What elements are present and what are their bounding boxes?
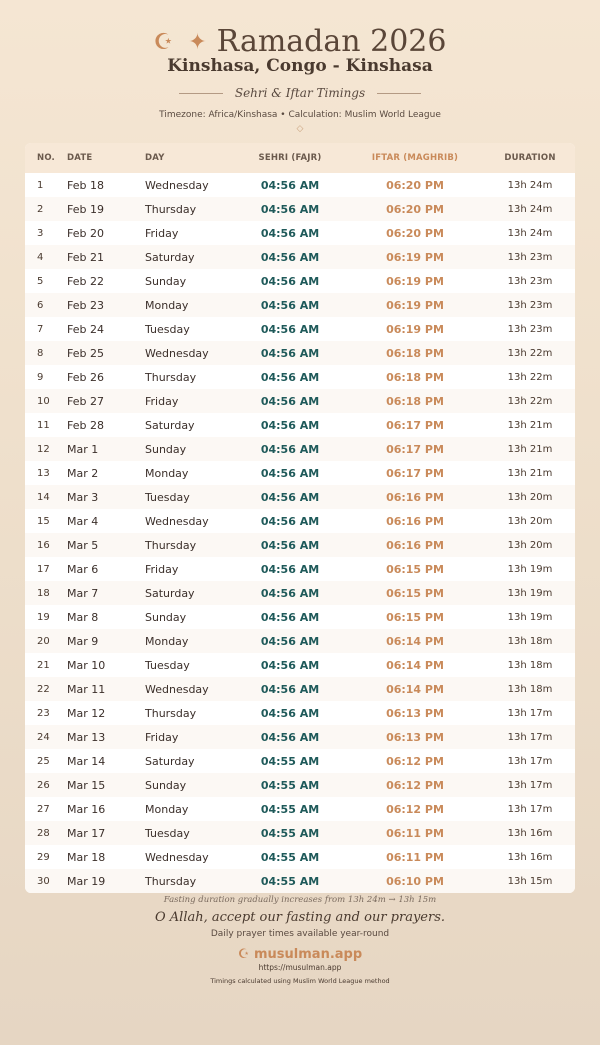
row-day: Wednesday [145, 346, 209, 360]
row-iftar: 06:17 PM [386, 466, 444, 480]
row-no: 1 [37, 179, 44, 191]
row-no: 14 [37, 491, 50, 503]
table-row [25, 557, 575, 581]
row-sehri: 04:56 AM [260, 562, 320, 576]
row-day: Thursday [145, 538, 197, 552]
row-day: Friday [145, 730, 179, 744]
row-duration: 13h 22m [507, 371, 553, 383]
subtitle-row [0, 86, 600, 100]
row-sehri: 04:56 AM [260, 442, 320, 456]
row-sehri: 04:56 AM [260, 706, 320, 720]
row-sehri: 04:56 AM [260, 370, 320, 384]
row-day: Saturday [145, 418, 195, 432]
daily-note: Daily prayer times available year-round [210, 929, 390, 939]
row-no: 2 [37, 203, 44, 215]
row-sehri: 04:56 AM [260, 490, 320, 504]
row-duration: 13h 17m [507, 779, 553, 791]
divider-right [377, 93, 421, 94]
page-header [0, 0, 600, 134]
row-date: Mar 13 [67, 730, 106, 744]
table-row [25, 869, 575, 893]
row-day: Tuesday [145, 658, 190, 672]
row-date: Mar 19 [67, 874, 106, 888]
row-no: 19 [37, 611, 50, 623]
row-date: Mar 8 [67, 610, 99, 624]
row-sehri: 04:56 AM [260, 322, 320, 336]
row-duration: 13h 21m [507, 443, 553, 455]
row-sehri: 04:56 AM [260, 250, 320, 264]
table-header [25, 143, 575, 173]
row-day: Wednesday [145, 682, 209, 696]
row-no: 16 [37, 539, 50, 551]
row-day: Friday [145, 562, 179, 576]
row-sehri: 04:56 AM [260, 202, 320, 216]
row-duration: 13h 20m [507, 491, 553, 503]
page-footer [0, 895, 600, 985]
row-iftar: 06:12 PM [386, 802, 444, 816]
row-day: Friday [145, 226, 179, 240]
header-iftar: IFTAR (MAGHRIB) [371, 153, 459, 163]
row-no: 13 [37, 467, 50, 479]
row-duration: 13h 19m [507, 563, 553, 575]
row-no: 8 [37, 347, 44, 359]
row-iftar: 06:14 PM [386, 634, 444, 648]
row-date: Feb 23 [67, 298, 104, 312]
header-no: NO. [37, 153, 55, 163]
row-sehri: 04:56 AM [260, 418, 320, 432]
table-row [25, 677, 575, 701]
row-iftar: 06:15 PM [386, 610, 444, 624]
site-url[interactable]: https://musulman.app [258, 963, 342, 972]
row-day: Thursday [145, 202, 197, 216]
table-row [25, 701, 575, 725]
row-day: Wednesday [145, 850, 209, 864]
row-iftar: 06:19 PM [386, 322, 444, 336]
row-day: Saturday [145, 250, 195, 264]
row-date: Feb 21 [67, 250, 104, 264]
row-no: 25 [37, 755, 50, 767]
row-duration: 13h 19m [507, 587, 553, 599]
row-day: Monday [145, 466, 189, 480]
table-body [25, 173, 575, 893]
row-iftar: 06:16 PM [386, 538, 444, 552]
row-sehri: 04:56 AM [260, 682, 320, 696]
row-duration: 13h 23m [507, 275, 553, 287]
table-row [25, 437, 575, 461]
row-sehri: 04:56 AM [260, 394, 320, 408]
row-duration: 13h 18m [507, 659, 553, 671]
row-date: Feb 18 [67, 178, 104, 192]
row-sehri: 04:56 AM [260, 658, 320, 672]
row-day: Thursday [145, 874, 197, 888]
row-iftar: 06:15 PM [386, 562, 444, 576]
row-date: Mar 7 [67, 586, 99, 600]
table-row [25, 605, 575, 629]
row-iftar: 06:18 PM [386, 394, 444, 408]
table-row [25, 653, 575, 677]
table-row [25, 533, 575, 557]
row-day: Sunday [145, 610, 187, 624]
row-no: 12 [37, 443, 50, 455]
row-iftar: 06:13 PM [386, 730, 444, 744]
divider-left [179, 93, 223, 94]
city-name: Kinshasa, Congo - Kinshasa [167, 56, 433, 76]
row-duration: 13h 18m [507, 635, 553, 647]
row-sehri: 04:56 AM [260, 226, 320, 240]
row-duration: 13h 17m [507, 707, 553, 719]
row-sehri: 04:55 AM [260, 826, 320, 840]
row-no: 24 [37, 731, 50, 743]
row-iftar: 06:20 PM [386, 226, 444, 240]
row-date: Feb 20 [67, 226, 104, 240]
row-no: 4 [37, 251, 44, 263]
row-day: Tuesday [145, 826, 190, 840]
row-no: 6 [37, 299, 44, 311]
table-row [25, 509, 575, 533]
brand-link[interactable]: ☪ musulman.app [237, 947, 363, 962]
timezone-info: Timezone: Africa/Kinshasa • Calculation: Muslim World League [159, 110, 441, 120]
table-row [25, 341, 575, 365]
prayer-text: O Allah, accept our fasting and our prayers. [154, 910, 446, 925]
row-iftar: 06:19 PM [386, 250, 444, 264]
row-sehri: 04:55 AM [260, 874, 320, 888]
row-no: 22 [37, 683, 50, 695]
subtitle: Sehri & Iftar Timings [234, 86, 366, 100]
row-day: Thursday [145, 706, 197, 720]
table-row [25, 461, 575, 485]
row-duration: 13h 22m [507, 347, 553, 359]
row-date: Mar 5 [67, 538, 99, 552]
row-day: Monday [145, 634, 189, 648]
row-sehri: 04:56 AM [260, 466, 320, 480]
row-duration: 13h 17m [507, 731, 553, 743]
row-no: 29 [37, 851, 50, 863]
row-duration: 13h 23m [507, 299, 553, 311]
row-date: Mar 2 [67, 466, 99, 480]
row-no: 28 [37, 827, 50, 839]
row-duration: 13h 21m [507, 467, 553, 479]
row-duration: 13h 23m [507, 251, 553, 263]
row-duration: 13h 21m [507, 419, 553, 431]
row-date: Feb 22 [67, 274, 104, 288]
row-iftar: 06:17 PM [386, 442, 444, 456]
row-sehri: 04:55 AM [260, 850, 320, 864]
row-sehri: 04:55 AM [260, 754, 320, 768]
diamond-ornament-icon: ◇ [296, 124, 304, 134]
row-date: Feb 27 [67, 394, 104, 408]
row-date: Mar 9 [67, 634, 99, 648]
row-duration: 13h 17m [507, 803, 553, 815]
row-duration: 13h 19m [507, 611, 553, 623]
row-iftar: 06:10 PM [386, 874, 444, 888]
table-row [25, 821, 575, 845]
row-no: 21 [37, 659, 50, 671]
row-date: Mar 15 [67, 778, 106, 792]
row-no: 5 [37, 275, 44, 287]
row-date: Mar 12 [67, 706, 106, 720]
row-day: Monday [145, 802, 189, 816]
row-iftar: 06:14 PM [386, 682, 444, 696]
table-row [25, 221, 575, 245]
row-date: Feb 19 [67, 202, 104, 216]
row-day: Wednesday [145, 178, 209, 192]
row-sehri: 04:56 AM [260, 514, 320, 528]
table-row [25, 581, 575, 605]
table-row [25, 245, 575, 269]
row-day: Sunday [145, 442, 187, 456]
row-day: Wednesday [145, 514, 209, 528]
table-row [25, 845, 575, 869]
row-iftar: 06:18 PM [386, 370, 444, 384]
row-duration: 13h 22m [507, 395, 553, 407]
title-row [0, 26, 600, 58]
row-day: Saturday [145, 586, 195, 600]
row-duration: 13h 18m [507, 683, 553, 695]
header-date: DATE [67, 153, 93, 163]
timings-table [25, 143, 575, 893]
row-iftar: 06:11 PM [386, 850, 444, 864]
row-day: Sunday [145, 274, 187, 288]
table-row [25, 725, 575, 749]
method-note: Timings calculated using Muslim World League method [210, 977, 390, 985]
row-no: 20 [37, 635, 50, 647]
table-row [25, 197, 575, 221]
row-day: Sunday [145, 778, 187, 792]
row-no: 30 [37, 875, 50, 887]
table-row [25, 317, 575, 341]
row-iftar: 06:19 PM [386, 274, 444, 288]
table-row [25, 389, 575, 413]
row-duration: 13h 16m [507, 827, 553, 839]
row-date: Feb 25 [67, 346, 104, 360]
row-duration: 13h 15m [507, 875, 553, 887]
row-sehri: 04:56 AM [260, 634, 320, 648]
row-no: 10 [37, 395, 50, 407]
row-iftar: 06:17 PM [386, 418, 444, 432]
row-sehri: 04:56 AM [260, 298, 320, 312]
row-date: Mar 1 [67, 442, 99, 456]
row-duration: 13h 24m [507, 227, 553, 239]
header-sehri: SEHRI (FAJR) [258, 153, 322, 163]
row-day: Tuesday [145, 322, 190, 336]
table-row [25, 773, 575, 797]
row-iftar: 06:12 PM [386, 754, 444, 768]
row-sehri: 04:56 AM [260, 730, 320, 744]
row-no: 26 [37, 779, 50, 791]
duration-note: Fasting duration gradually increases from 13h 24m → 13h 15m [163, 895, 437, 905]
row-duration: 13h 17m [507, 755, 553, 767]
row-iftar: 06:16 PM [386, 514, 444, 528]
row-iftar: 06:16 PM [386, 490, 444, 504]
table-row [25, 749, 575, 773]
row-sehri: 04:56 AM [260, 346, 320, 360]
row-date: Mar 16 [67, 802, 106, 816]
table-row [25, 797, 575, 821]
row-date: Mar 4 [67, 514, 99, 528]
row-sehri: 04:55 AM [260, 802, 320, 816]
table-row [25, 413, 575, 437]
row-date: Mar 18 [67, 850, 106, 864]
table-row [25, 293, 575, 317]
row-sehri: 04:56 AM [260, 274, 320, 288]
row-date: Mar 6 [67, 562, 99, 576]
row-iftar: 06:13 PM [386, 706, 444, 720]
row-no: 23 [37, 707, 50, 719]
row-date: Mar 11 [67, 682, 106, 696]
row-iftar: 06:18 PM [386, 346, 444, 360]
row-date: Mar 14 [67, 754, 106, 768]
row-no: 15 [37, 515, 50, 527]
header-duration: DURATION [504, 153, 556, 163]
row-no: 11 [37, 419, 50, 431]
row-no: 27 [37, 803, 50, 815]
row-duration: 13h 24m [507, 203, 553, 215]
row-iftar: 06:15 PM [386, 586, 444, 600]
row-date: Feb 28 [67, 418, 104, 432]
table-row [25, 485, 575, 509]
row-day: Monday [145, 298, 189, 312]
row-iftar: 06:11 PM [386, 826, 444, 840]
row-sehri: 04:56 AM [260, 538, 320, 552]
table-row [25, 365, 575, 389]
row-sehri: 04:56 AM [260, 586, 320, 600]
row-iftar: 06:12 PM [386, 778, 444, 792]
row-sehri: 04:55 AM [260, 778, 320, 792]
page-title: Ramadan 2026 [216, 24, 447, 59]
row-day: Friday [145, 394, 179, 408]
row-duration: 13h 20m [507, 515, 553, 527]
row-day: Tuesday [145, 490, 190, 504]
row-date: Mar 3 [67, 490, 99, 504]
row-no: 3 [37, 227, 44, 239]
row-day: Thursday [145, 370, 197, 384]
row-iftar: 06:14 PM [386, 658, 444, 672]
table-row [25, 629, 575, 653]
row-iftar: 06:20 PM [386, 178, 444, 192]
row-date: Mar 17 [67, 826, 106, 840]
row-sehri: 04:56 AM [260, 178, 320, 192]
row-duration: 13h 20m [507, 539, 553, 551]
table-row [25, 173, 575, 197]
row-iftar: 06:19 PM [386, 298, 444, 312]
row-sehri: 04:56 AM [260, 610, 320, 624]
row-duration: 13h 24m [507, 179, 553, 191]
row-date: Mar 10 [67, 658, 106, 672]
table-row [25, 269, 575, 293]
row-iftar: 06:20 PM [386, 202, 444, 216]
crescent-star-icon: ☪ ✦ [153, 29, 211, 55]
row-no: 7 [37, 323, 44, 335]
row-no: 18 [37, 587, 50, 599]
row-day: Saturday [145, 754, 195, 768]
row-no: 17 [37, 563, 50, 575]
row-duration: 13h 16m [507, 851, 553, 863]
row-date: Feb 26 [67, 370, 104, 384]
row-duration: 13h 23m [507, 323, 553, 335]
header-day: DAY [145, 153, 165, 163]
row-no: 9 [37, 371, 44, 383]
row-date: Feb 24 [67, 322, 104, 336]
